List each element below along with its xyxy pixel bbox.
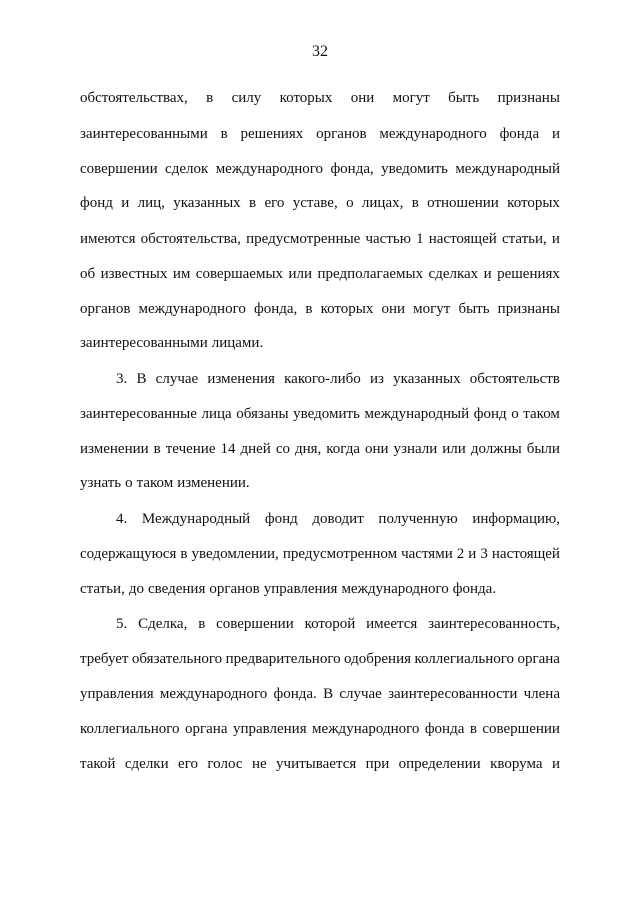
word: голос [207,756,243,772]
word: учитывается [276,756,357,772]
text-line [80,229,560,249]
word: управления [232,721,307,737]
word: об [80,266,96,282]
text-line [116,369,560,389]
text-line [80,404,560,424]
word: о [346,195,354,211]
word: дней [240,441,271,457]
word: В [136,371,147,387]
word: отношении [427,195,499,211]
word: которых [279,90,333,106]
word: обстоятельств [469,371,560,387]
word: уставе, [292,195,338,211]
word: частями [401,546,453,562]
text-line [116,614,560,634]
word: случае [155,371,199,387]
word: фонда. [273,686,317,702]
word: которых [320,301,374,317]
word: требует [80,651,129,667]
word: управления [263,581,338,597]
word: о [125,475,133,491]
word: кворума [490,756,543,772]
word: в [469,721,477,737]
word: 1 [416,231,424,247]
word: органа [517,651,560,667]
text-line [80,684,560,704]
word: и [551,126,560,142]
word: и [551,756,560,772]
word: и [483,266,492,282]
word: которых [507,195,560,211]
word: определении [398,756,481,772]
word: коллегиального [414,651,514,667]
word: обязаны [236,406,289,422]
word: таком [523,406,560,422]
word: уведомлении, [191,546,279,562]
word: в [180,546,188,562]
word: международного [312,721,420,737]
text-line [80,264,560,284]
word: 2 [456,546,465,562]
word: международного [215,161,324,177]
word: имеются [80,231,136,247]
word: информацию, [472,511,560,527]
word: фонда [424,721,465,737]
word: статьи, [501,231,547,247]
word: и [468,546,477,562]
word: лица [201,406,232,422]
word: могут [413,301,451,317]
word: Сделка, [138,616,188,632]
word: 3 [480,546,488,562]
word: сделках [428,266,479,282]
word: органа [185,721,228,737]
word: международного [341,581,449,597]
word: они [381,301,406,317]
word: заинтересованные [80,406,197,422]
word: случае [339,686,382,702]
word: они [350,90,375,106]
word: 4. [116,511,128,527]
word: им [172,266,191,282]
word: международный [455,161,560,177]
word: признаны [497,90,560,106]
word: заинтересованными [80,335,208,351]
word: быть [458,301,490,317]
word: В [323,686,334,702]
word: международного [138,301,246,317]
word: о [511,406,519,422]
word: из [370,371,384,387]
text-line [80,754,560,774]
word: при [365,756,390,772]
word: со [275,441,290,457]
word: фонда. [452,581,497,597]
word: изменении [80,441,149,457]
text-line [80,299,560,319]
text-line [80,193,560,213]
word: которой [304,616,356,632]
text-line [80,333,560,353]
word: в [220,126,228,142]
word: фонда, [253,301,298,317]
word: указанных [173,195,241,211]
word: или [288,266,313,282]
word: решениях [240,126,304,142]
word: предварительного [225,651,341,667]
word: должны [470,441,522,457]
word: совершении [216,616,294,632]
word: были [526,441,560,457]
word: изменении. [177,475,250,491]
text-line [80,579,560,599]
word: когда [326,441,360,457]
word: сделки [124,756,169,772]
word: полученную [378,511,458,527]
word: управления [80,686,154,702]
word: лицах, [361,195,404,211]
word: фонд [473,406,507,422]
text-line [80,159,560,179]
word: Международный [141,511,251,527]
word: силу [231,90,262,106]
word: 3. [116,371,128,387]
word: 5. [116,616,128,632]
word: или [442,441,466,457]
word: обстоятельства, [140,231,241,247]
word: обязательного [131,651,223,667]
word: одобрения [344,651,411,667]
word: совершении [80,161,158,177]
word: международного [379,126,487,142]
word: узнали [393,441,438,457]
word: органов [316,126,367,142]
word: до [128,581,144,597]
text-line [80,719,560,739]
word: течение [165,441,216,457]
word: в [305,301,313,317]
word: в [249,195,257,211]
word: совершаемых [195,266,284,282]
word: в [411,195,419,211]
word: предусмотренные [246,231,361,247]
word: заинтересованными [80,126,208,142]
word: в [198,616,206,632]
word: известных [100,266,168,282]
word: не [251,756,267,772]
word: признаны [497,301,560,317]
text-line [80,544,560,564]
word: его [178,756,198,772]
word: они [364,441,389,457]
word: международный [364,406,470,422]
word: органов [80,301,131,317]
word: имеется [366,616,418,632]
word: органов [209,581,260,597]
word: могут [392,90,430,106]
word: в [153,441,161,457]
word: таком [136,475,174,491]
word: уведомить [381,161,448,177]
page-number: 32 [312,43,328,60]
word: статьи, [80,581,125,597]
word: предполагаемых [317,266,424,282]
word: его [264,195,285,211]
word: сведения [147,581,206,597]
word: изменения [207,371,275,387]
word: решениях [497,266,560,282]
word: настоящей [428,231,497,247]
word: уведомить [293,406,360,422]
word: и [121,195,130,211]
word: члена [523,686,560,702]
word: лиц, [137,195,165,211]
word: заинтересованность, [428,616,560,632]
text-line [80,473,560,493]
word: международного [159,686,268,702]
word: быть [448,90,480,106]
word: фонд [264,511,298,527]
word: заинтересованности [388,686,518,702]
word: и [551,231,560,247]
word: фонда [499,126,540,142]
word: фонда, [330,161,374,177]
word: фонд [80,195,113,211]
word: обстоятельствах, [80,90,188,106]
text-line [80,88,560,108]
word: указанных [393,371,461,387]
word: 14 [220,441,236,457]
word: содержащуюся [80,546,177,562]
word: какого-либо [284,371,361,387]
text-line [116,509,560,529]
word: лицами. [211,335,264,351]
word: такой [80,756,116,772]
word: настоящей [491,546,560,562]
word: доводит [312,511,364,527]
word: дня, [294,441,322,457]
text-line [80,124,560,144]
word: в [206,90,214,106]
word: узнать [80,475,122,491]
text-line [80,649,560,669]
word: сделок [165,161,209,177]
word: частью [365,231,411,247]
word: коллегиального [80,721,180,737]
word: совершении [482,721,560,737]
text-line [80,439,560,459]
word: предусмотренном [282,546,398,562]
